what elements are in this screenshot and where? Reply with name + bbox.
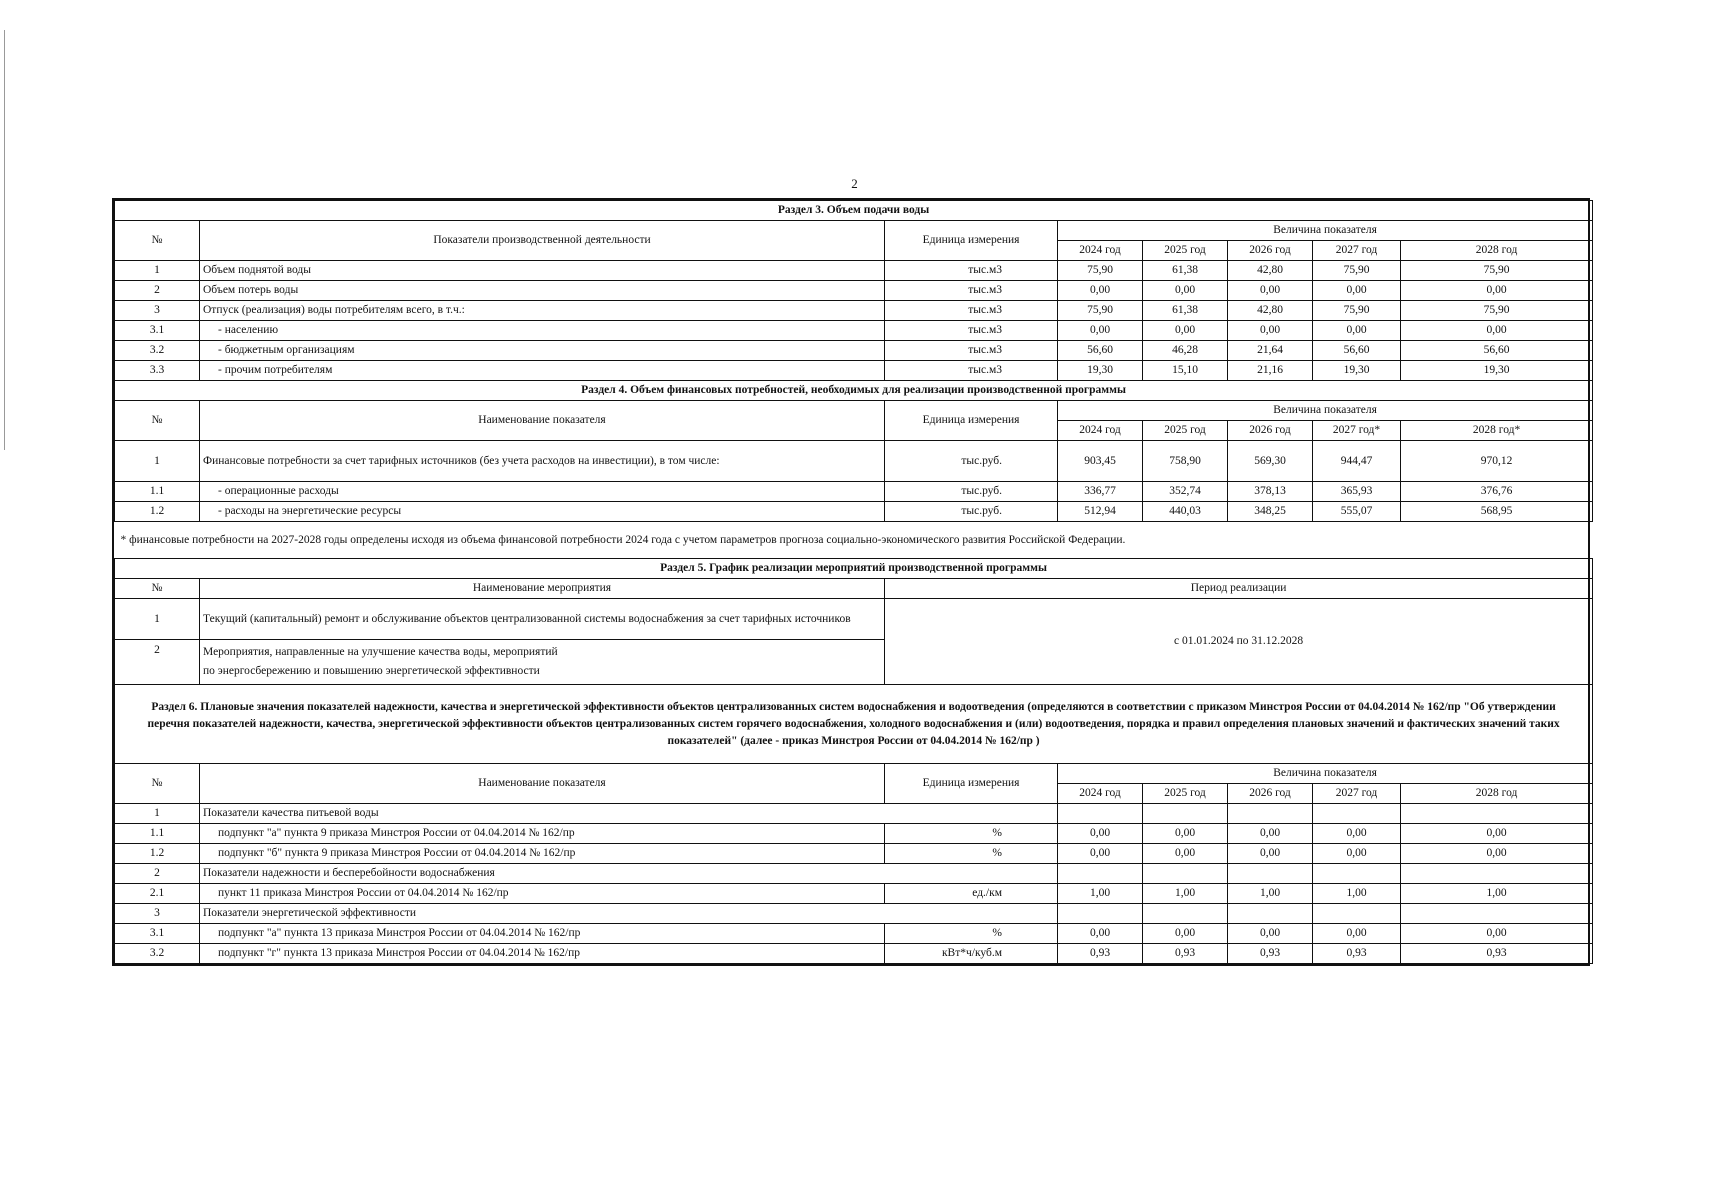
table-row [115, 944, 1593, 964]
row-value: 19,30 [1058, 361, 1143, 381]
row-value: 0,00 [1401, 824, 1593, 844]
header-num: № [115, 221, 200, 261]
row-name: Текущий (капитальный) ремонт и обслуживание объектов централизованной системы водоснабжения за счет тарифных источников [200, 599, 885, 640]
row-value: 1,00 [1143, 884, 1228, 904]
row-value: 1,00 [1401, 884, 1593, 904]
row-value: 61,38 [1143, 301, 1228, 321]
row-value: 75,90 [1313, 301, 1401, 321]
table-row [115, 924, 1593, 944]
period-value: с 01.01.2024 по 31.12.2028 [885, 599, 1593, 685]
row-unit: тыс.руб. [885, 441, 1058, 482]
header-year: 2026 год [1228, 784, 1313, 804]
table-row [115, 884, 1593, 904]
row-name [200, 640, 885, 685]
row-value: 75,90 [1401, 261, 1593, 281]
header-value: Величина показателя [1058, 221, 1593, 241]
row-value: 0,00 [1228, 844, 1313, 864]
row-value: 0,00 [1228, 824, 1313, 844]
header-year: 2028 год [1401, 241, 1593, 261]
table-row [115, 321, 1593, 341]
header-year: 2027 год* [1313, 421, 1401, 441]
row-name: Финансовые потребности за счет тарифных источников (без учета расходов на инвестиции), в том числе: [200, 441, 885, 482]
row-value: 0,93 [1228, 944, 1313, 964]
row-value: 944,47 [1313, 441, 1401, 482]
row-num: 2.1 [115, 884, 200, 904]
table-row [115, 804, 1593, 824]
header-unit: Единица измерения [885, 764, 1058, 804]
row-value: 56,60 [1401, 341, 1593, 361]
row-value: 56,60 [1313, 341, 1401, 361]
header-year: 2026 год [1228, 241, 1313, 261]
empty-cell [1228, 804, 1313, 824]
row-value: 0,00 [1143, 844, 1228, 864]
section-title-row [115, 201, 1593, 221]
row-num: 3 [115, 904, 200, 924]
row-value: 0,93 [1313, 944, 1401, 964]
header-year: 2027 год [1313, 784, 1401, 804]
row-num: 3.1 [115, 321, 200, 341]
row-num: 3.2 [115, 944, 200, 964]
row-num: 2 [115, 640, 200, 685]
empty-cell [1401, 864, 1593, 884]
row-value: 0,00 [1058, 844, 1143, 864]
row-value: 0,00 [1143, 824, 1228, 844]
row-value: 569,30 [1228, 441, 1313, 482]
header-year: 2028 год* [1401, 421, 1593, 441]
row-name: Отпуск (реализация) воды потребителям всего, в т.ч.: [200, 301, 885, 321]
section-title-row [115, 381, 1593, 401]
row-value: 0,00 [1313, 924, 1401, 944]
row-num: 2 [115, 281, 200, 301]
row-unit: % [885, 844, 1058, 864]
header-year: 2028 год [1401, 784, 1593, 804]
header-unit: Единица измерения [885, 401, 1058, 441]
empty-cell [1058, 864, 1143, 884]
table-row [115, 261, 1593, 281]
row-value: 21,64 [1228, 341, 1313, 361]
footnote: * финансовые потребности на 2027-2028 годы определены исходя из объема финансовой потребности 2024 года с учетом параметров прогноза социально-экономического развития Российской Федерации. [120, 533, 1126, 546]
header-row [115, 764, 1593, 784]
row-name: подпункт "г" пункта 13 приказа Минстроя России от 04.04.2014 № 162/пр [200, 944, 885, 964]
row-value: 0,00 [1401, 844, 1593, 864]
row-value: 1,00 [1058, 884, 1143, 904]
row-unit: кВт*ч/куб.м [885, 944, 1058, 964]
header-period: Период реализации [885, 579, 1593, 599]
empty-cell [1058, 804, 1143, 824]
header-row [115, 221, 1593, 241]
row-value: 512,94 [1058, 502, 1143, 522]
row-num: 1 [115, 261, 200, 281]
row-value: 903,45 [1058, 441, 1143, 482]
main-table [114, 200, 1593, 964]
row-value: 0,00 [1058, 281, 1143, 301]
header-year: 2025 год [1143, 784, 1228, 804]
row-value: 568,95 [1401, 502, 1593, 522]
header-year: 2024 год [1058, 241, 1143, 261]
row-value: 46,28 [1143, 341, 1228, 361]
section-title: Раздел 4. Объем финансовых потребностей, необходимых для реализации производственной программы [115, 381, 1593, 401]
table-row [115, 599, 1593, 640]
row-value: 21,16 [1228, 361, 1313, 381]
row-value: 758,90 [1143, 441, 1228, 482]
header-year: 2025 год [1143, 421, 1228, 441]
row-value: 440,03 [1143, 502, 1228, 522]
row-value: 56,60 [1058, 341, 1143, 361]
row-unit: тыс.м3 [885, 361, 1058, 381]
table-row [115, 281, 1593, 301]
row-value: 19,30 [1313, 361, 1401, 381]
row-value: 555,07 [1313, 502, 1401, 522]
row-value: 19,30 [1401, 361, 1593, 381]
row-group-name: Показатели надежности и бесперебойности водоснабжения [200, 864, 1058, 884]
row-num: 1 [115, 804, 200, 824]
header-row [115, 579, 1593, 599]
header-year: 2026 год [1228, 421, 1313, 441]
row-unit: тыс.м3 [885, 261, 1058, 281]
section-title: Раздел 5. График реализации мероприятий производственной программы [115, 559, 1593, 579]
table-row [115, 341, 1593, 361]
section-title-row [115, 685, 1593, 764]
header-row [115, 401, 1593, 421]
row-value: 1,00 [1228, 884, 1313, 904]
row-value: 0,00 [1313, 321, 1401, 341]
empty-cell [1313, 904, 1401, 924]
header-value: Величина показателя [1058, 764, 1593, 784]
note-row [115, 522, 1593, 559]
row-value: 42,80 [1228, 301, 1313, 321]
empty-cell [1401, 904, 1593, 924]
header-num: № [115, 764, 200, 804]
row-unit: тыс.м3 [885, 281, 1058, 301]
empty-cell [1143, 904, 1228, 924]
table-row [115, 904, 1593, 924]
row-value: 61,38 [1143, 261, 1228, 281]
row-value: 15,10 [1143, 361, 1228, 381]
row-name: подпункт "а" пункта 13 приказа Минстроя России от 04.04.2014 № 162/пр [200, 924, 885, 944]
header-name: Наименование мероприятия [200, 579, 885, 599]
row-value: 0,00 [1058, 824, 1143, 844]
row-value: 0,93 [1401, 944, 1593, 964]
header-year: 2027 год [1313, 241, 1401, 261]
row-value: 0,00 [1058, 321, 1143, 341]
header-name: Наименование показателя [200, 764, 885, 804]
row-name: подпункт "б" пункта 9 приказа Минстроя России от 04.04.2014 № 162/пр [200, 844, 885, 864]
empty-cell [1313, 864, 1401, 884]
row-name: - расходы на энергетические ресурсы [200, 502, 885, 522]
section-title: Раздел 6. Плановые значения показателей надежности, качества и энергетической эффективности объектов централизованных систем водоснабжения и водоотведения (определяются в соответствии с приказом Минстроя России от 04.04.2014 № 162/пр "Об утверждении перечня показателей надежности, качества, энергетической эффективности объектов централизованных систем горячего водоснабжения, холодного водоснабжения и (или) водоотведения, порядка и правил определения плановых значений и фактических значений таких показателей" (далее - приказ Минстроя России от 04.04.2014 № 162/пр ) [115, 685, 1593, 764]
table-row [115, 844, 1593, 864]
row-unit: % [885, 924, 1058, 944]
row-unit: тыс.м3 [885, 321, 1058, 341]
row-num: 3.2 [115, 341, 200, 361]
row-value: 75,90 [1401, 301, 1593, 321]
row-value: 0,00 [1313, 281, 1401, 301]
empty-cell [1228, 864, 1313, 884]
row-value: 348,25 [1228, 502, 1313, 522]
header-year: 2024 год [1058, 784, 1143, 804]
row-name: - прочим потребителям [200, 361, 885, 381]
row-value: 0,00 [1228, 281, 1313, 301]
row-value: 75,90 [1313, 261, 1401, 281]
row-name: - бюджетным организациям [200, 341, 885, 361]
row-value: 970,12 [1401, 441, 1593, 482]
header-num: № [115, 401, 200, 441]
row-num: 3.3 [115, 361, 200, 381]
production-program-sheet [112, 198, 1590, 966]
header-year: 2025 год [1143, 241, 1228, 261]
row-name-line: Мероприятия, направленные на улучшение качества воды, мероприятий [203, 646, 558, 658]
row-num: 1.1 [115, 824, 200, 844]
row-unit: ед./км [885, 884, 1058, 904]
row-num: 2 [115, 864, 200, 884]
row-value: 0,00 [1228, 321, 1313, 341]
row-name: Объем потерь воды [200, 281, 885, 301]
table-row [115, 482, 1593, 502]
header-num: № [115, 579, 200, 599]
row-value: 75,90 [1058, 301, 1143, 321]
row-value: 0,00 [1143, 281, 1228, 301]
row-value: 1,00 [1313, 884, 1401, 904]
scan-edge-line [4, 30, 5, 450]
row-num: 1.2 [115, 502, 200, 522]
row-value: 365,93 [1313, 482, 1401, 502]
row-value: 0,00 [1313, 824, 1401, 844]
row-value: 75,90 [1058, 261, 1143, 281]
row-value: 0,00 [1143, 321, 1228, 341]
row-name: - операционные расходы [200, 482, 885, 502]
row-value: 352,74 [1143, 482, 1228, 502]
row-name: пункт 11 приказа Минстроя России от 04.04.2014 № 162/пр [200, 884, 885, 904]
row-num: 1.2 [115, 844, 200, 864]
row-unit: тыс.руб. [885, 482, 1058, 502]
row-value: 336,77 [1058, 482, 1143, 502]
row-group-name: Показатели качества питьевой воды [200, 804, 1058, 824]
table-row [115, 441, 1593, 482]
section-title: Раздел 3. Объем подачи воды [115, 201, 1593, 221]
page-number: 2 [851, 176, 858, 191]
row-num: 1.1 [115, 482, 200, 502]
row-value: 0,00 [1401, 924, 1593, 944]
row-num: 1 [115, 441, 200, 482]
row-value: 376,76 [1401, 482, 1593, 502]
row-name: подпункт "а" пункта 9 приказа Минстроя России от 04.04.2014 № 162/пр [200, 824, 885, 844]
row-value: 0,00 [1228, 924, 1313, 944]
row-value: 0,00 [1401, 281, 1593, 301]
section-title-row [115, 559, 1593, 579]
row-value: 378,13 [1228, 482, 1313, 502]
row-group-name: Показатели энергетической эффективности [200, 904, 1058, 924]
header-name: Показатели производственной деятельности [200, 221, 885, 261]
table-row [115, 824, 1593, 844]
row-value: 0,00 [1401, 321, 1593, 341]
row-unit: тыс.м3 [885, 301, 1058, 321]
header-unit: Единица измерения [885, 221, 1058, 261]
table-row [115, 361, 1593, 381]
row-unit: тыс.м3 [885, 341, 1058, 361]
empty-cell [1228, 904, 1313, 924]
row-unit: % [885, 824, 1058, 844]
table-row [115, 864, 1593, 884]
row-value: 0,00 [1313, 844, 1401, 864]
row-num: 3.1 [115, 924, 200, 944]
empty-cell [1058, 904, 1143, 924]
row-value: 0,00 [1058, 924, 1143, 944]
header-year: 2024 год [1058, 421, 1143, 441]
table-row [115, 301, 1593, 321]
row-name: Объем поднятой воды [200, 261, 885, 281]
empty-cell [1143, 864, 1228, 884]
header-name: Наименование показателя [200, 401, 885, 441]
empty-cell [1313, 804, 1401, 824]
row-value: 42,80 [1228, 261, 1313, 281]
row-name-line: по энергосбережению и повышению энергетической эффективности [203, 665, 540, 677]
empty-cell [1401, 804, 1593, 824]
row-name: - населению [200, 321, 885, 341]
empty-cell [1143, 804, 1228, 824]
table-row [115, 502, 1593, 522]
row-value: 0,93 [1143, 944, 1228, 964]
row-unit: тыс.руб. [885, 502, 1058, 522]
row-num: 3 [115, 301, 200, 321]
row-num: 1 [115, 599, 200, 640]
row-value: 0,00 [1143, 924, 1228, 944]
header-value: Величина показателя [1058, 401, 1593, 421]
row-value: 0,93 [1058, 944, 1143, 964]
